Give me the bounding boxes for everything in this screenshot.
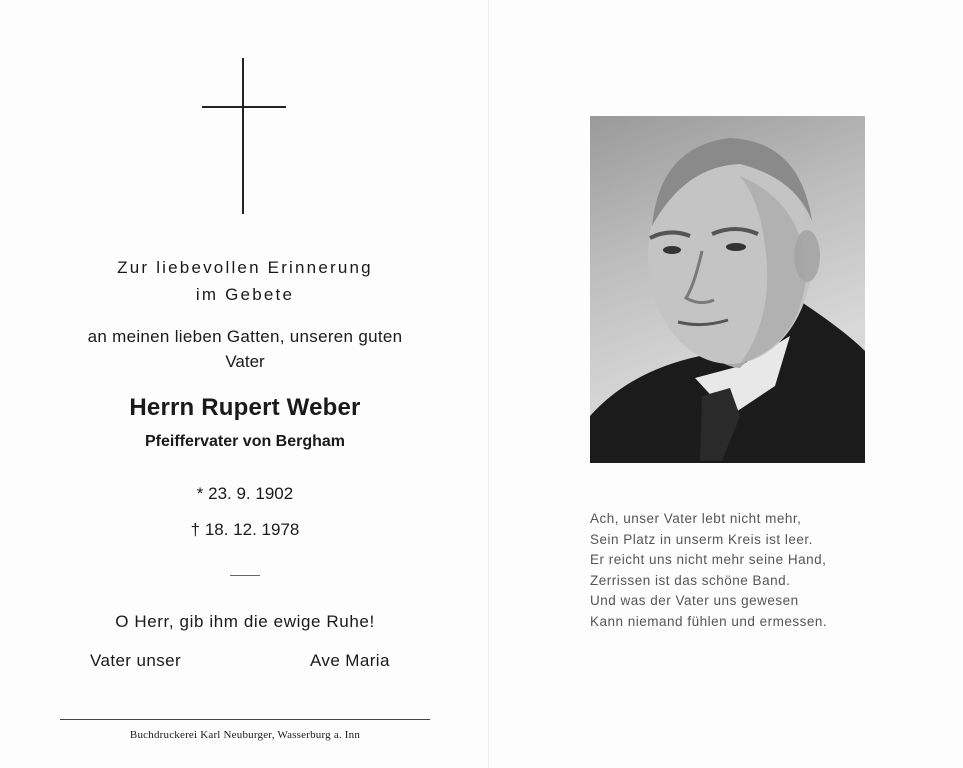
poem-line: Ach, unser Vater lebt nicht mehr, (590, 511, 802, 526)
card-fold-line (488, 0, 489, 768)
heading-line-1: Zur liebevollen Erinnerung (117, 258, 373, 277)
heading-line-2: im Gebete (195, 285, 295, 304)
deceased-title: Pfeiffervater von Bergham (144, 433, 346, 450)
footer-rule (60, 719, 430, 720)
dedication-line-2: Vater (225, 352, 265, 371)
poem-line: Er reicht uns nicht mehr seine Hand, (590, 552, 827, 567)
poem-line: Kann niemand fühlen und ermessen. (590, 613, 828, 629)
poem-line: Zerrissen ist das schöne Band. (590, 572, 791, 588)
poem-line: Sein Platz in unserm Kreis ist leer. (590, 531, 813, 547)
prayer-line: O Herr, gib ihm die ewige Ruhe! (115, 612, 375, 631)
death-date: † 18. 12. 1978 (190, 520, 300, 539)
cross-horizontal-bar (202, 106, 286, 108)
prayer-vater-unser: Vater unser (90, 651, 182, 670)
printer-imprint: Buchdruckerei Karl Neuburger, Wasserburg a. Inn (129, 729, 361, 741)
cross-vertical-bar (242, 58, 244, 214)
portrait-photo (590, 116, 865, 463)
memorial-poem (590, 509, 827, 632)
poem-line: Und was der Vater uns gewesen (590, 593, 799, 608)
separator-dash (230, 575, 260, 576)
prayer-ave-maria: Ave Maria (310, 651, 390, 670)
dedication-line-1: an meinen lieben Gatten, unseren guten (87, 327, 403, 346)
portrait-illustration (590, 116, 865, 463)
birth-date: * 23. 9. 1902 (196, 484, 294, 503)
deceased-name: Herrn Rupert Weber (129, 394, 361, 421)
